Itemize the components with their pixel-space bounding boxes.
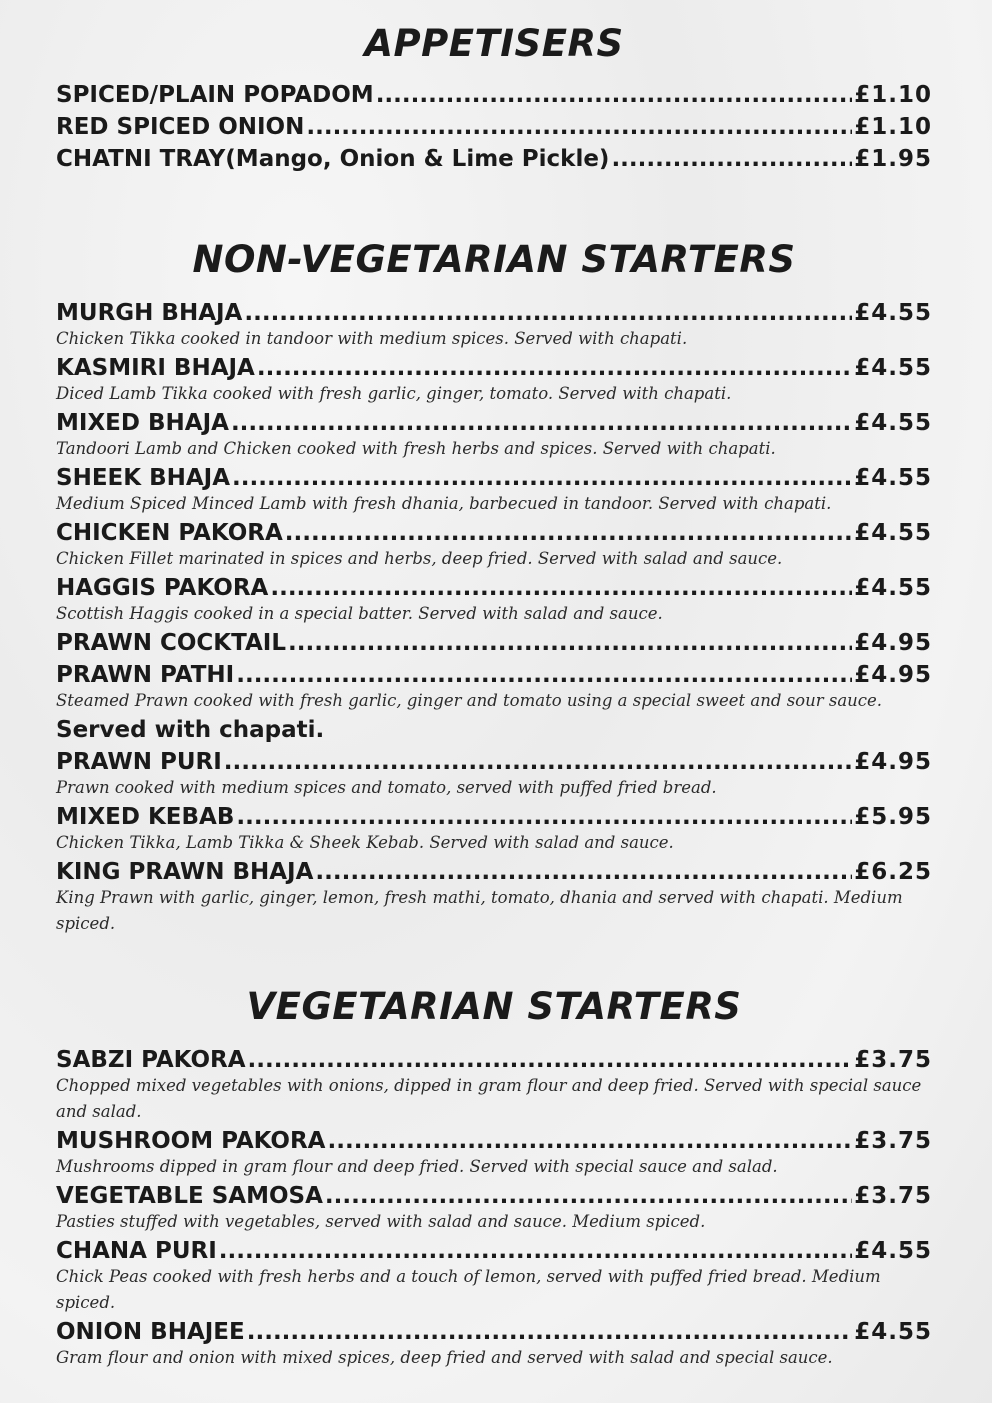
item-price: £1.10: [854, 82, 932, 108]
dot-leader: [611, 143, 852, 175]
item-name: HAGGIS PAKORA: [56, 575, 269, 601]
dot-leader: [236, 801, 852, 833]
item-name: RED SPICED ONION: [56, 114, 305, 140]
item-name: SABZI PAKORA: [56, 1047, 246, 1073]
dot-leader: [219, 1235, 852, 1267]
item-description: Chicken Tikka, Lamb Tikka & Sheek Kebab. Served with salad and sauce.: [56, 833, 674, 852]
item-price: £4.55: [854, 410, 932, 436]
item-name: ONION BHAJEE: [56, 1319, 245, 1345]
item-name: MURGH BHAJA: [56, 300, 243, 326]
menu-item: [56, 79, 932, 111]
dot-leader: [248, 1044, 853, 1076]
item-price: £4.55: [854, 1319, 932, 1345]
item-description: Tandoori Lamb and Chicken cooked with fresh herbs and spices. Served with chapati.: [56, 439, 776, 458]
item-description: King Prawn with garlic, ginger, lemon, fresh mathi, tomato, dhania and served with chapati. Medium spiced.: [56, 888, 903, 933]
menu-item: [56, 1316, 932, 1348]
item-price: £4.55: [854, 1238, 932, 1264]
item-note: Served with chapati.: [56, 717, 325, 743]
item-name: MIXED KEBAB: [56, 804, 235, 830]
item-price: £4.95: [854, 630, 932, 656]
dot-leader: [236, 659, 852, 691]
item-description: Mushrooms dipped in gram flour and deep fried. Served with special sauce and salad.: [56, 1157, 778, 1176]
item-name: SPICED/PLAIN POPADOM: [56, 82, 374, 108]
menu-item: [56, 1180, 932, 1212]
item-price: £4.55: [854, 355, 932, 381]
item-price: £6.25: [854, 859, 932, 885]
item-price: £4.95: [854, 662, 932, 688]
menu-item: [56, 111, 932, 143]
item-name: PRAWN PATHI: [56, 662, 235, 688]
item-description: Medium Spiced Minced Lamb with fresh dhania, barbecued in tandoor. Served with chapati.: [56, 494, 832, 513]
item-description: Pasties stuffed with vegetables, served with salad and sauce. Medium spiced.: [56, 1212, 706, 1231]
item-name: KING PRAWN BHAJA: [56, 859, 314, 885]
menu-item: [56, 627, 932, 659]
item-description: Gram flour and onion with mixed spices, deep fried and served with salad and special sauce.: [56, 1348, 833, 1367]
dot-leader: [376, 79, 853, 111]
vegetarian-starters-section: [56, 985, 932, 1371]
item-name: CHANA PURI: [56, 1238, 217, 1264]
menu-item: [56, 746, 932, 778]
menu-item: [56, 801, 932, 833]
menu-item: [56, 1044, 932, 1076]
item-price: £4.55: [854, 465, 932, 491]
menu-item: [56, 352, 932, 384]
item-price: £3.75: [854, 1128, 932, 1154]
item-name: MUSHROOM PAKORA: [56, 1128, 326, 1154]
item-name: PRAWN COCKTAIL: [56, 630, 287, 656]
non-vegetarian-starters-section: [56, 238, 932, 937]
item-description: Prawn cooked with medium spices and tomato, served with puffed fried bread.: [56, 778, 717, 797]
item-price: £1.95: [854, 146, 932, 172]
dot-leader: [306, 111, 852, 143]
item-description: Scottish Haggis cooked in a special batter. Served with salad and sauce.: [56, 604, 663, 623]
dot-leader: [244, 297, 852, 329]
dot-leader: [247, 1316, 853, 1348]
dot-leader: [232, 462, 852, 494]
item-description: Chick Peas cooked with fresh herbs and a touch of lemon, served with puffed fried bread. Medium spiced.: [56, 1267, 881, 1312]
item-price: £4.55: [854, 520, 932, 546]
item-price: £4.95: [854, 749, 932, 775]
item-price: £3.75: [854, 1183, 932, 1209]
item-description: Diced Lamb Tikka cooked with fresh garlic, ginger, tomato. Served with chapati.: [56, 384, 732, 403]
menu-item: [56, 856, 932, 888]
menu-item: [56, 1235, 932, 1267]
dot-leader: [257, 352, 852, 384]
dot-leader: [315, 856, 852, 888]
item-name: SHEEK BHAJA: [56, 465, 231, 491]
item-price: £1.10: [854, 114, 932, 140]
menu-item: [56, 297, 932, 329]
menu-item: [56, 659, 932, 691]
item-price: £4.55: [854, 300, 932, 326]
menu-item: [56, 407, 932, 439]
menu-item: [56, 517, 932, 549]
item-description: Chicken Fillet marinated in spices and herbs, deep fried. Served with salad and sauce.: [56, 549, 783, 568]
menu-item: [56, 1125, 932, 1157]
item-name: CHICKEN PAKORA: [56, 520, 283, 546]
dot-leader: [288, 627, 852, 659]
appetisers-section: [56, 22, 932, 175]
menu-item: [56, 572, 932, 604]
dot-leader: [270, 572, 852, 604]
item-price: £5.95: [854, 804, 932, 830]
dot-leader: [231, 407, 852, 439]
item-description: Steamed Prawn cooked with fresh garlic, ginger and tomato using a special sweet and sour sauce.: [56, 691, 883, 710]
item-name: MIXED BHAJA: [56, 410, 229, 436]
section-title: VEGETARIAN STARTERS: [246, 985, 742, 1028]
section-title: APPETISERS: [364, 22, 624, 65]
item-description: Chopped mixed vegetables with onions, dipped in gram flour and deep fried. Served with special sauce and salad.: [56, 1076, 922, 1121]
dot-leader: [328, 1125, 853, 1157]
item-price: £3.75: [854, 1047, 932, 1073]
item-name: PRAWN PURI: [56, 749, 222, 775]
item-description: Chicken Tikka cooked in tandoor with medium spices. Served with chapati.: [56, 329, 688, 348]
section-title: NON-VEGETARIAN STARTERS: [192, 238, 796, 281]
menu-item: [56, 462, 932, 494]
item-name: KASMIRI BHAJA: [56, 355, 255, 381]
dot-leader: [285, 517, 852, 549]
dot-leader: [325, 1180, 852, 1212]
dot-leader: [224, 746, 852, 778]
item-name: CHATNI TRAY(Mango, Onion & Lime Pickle): [56, 146, 610, 172]
menu-item: [56, 143, 932, 175]
item-price: £4.55: [854, 575, 932, 601]
item-name: VEGETABLE SAMOSA: [56, 1183, 323, 1209]
